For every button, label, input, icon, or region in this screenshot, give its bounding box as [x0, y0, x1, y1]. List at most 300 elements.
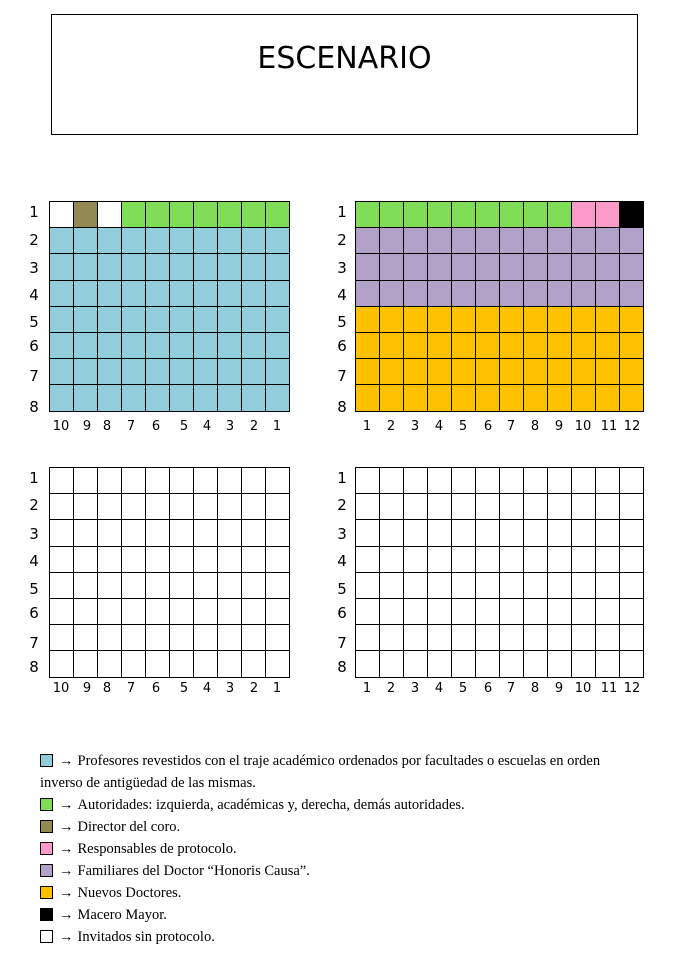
row-label: 8	[337, 658, 347, 676]
seat	[476, 202, 500, 228]
column-label: 11	[600, 681, 618, 696]
seat	[98, 651, 122, 677]
column-label: 1	[272, 681, 282, 696]
seat	[50, 599, 74, 625]
seat	[170, 625, 194, 651]
column-label: 9	[554, 419, 564, 434]
seat	[548, 385, 572, 411]
seat	[98, 307, 122, 333]
seat	[452, 228, 476, 254]
seat	[218, 359, 242, 385]
seat	[452, 202, 476, 228]
seat	[266, 520, 290, 546]
seat	[242, 228, 266, 254]
seat	[404, 333, 428, 359]
seat	[194, 520, 218, 546]
seat	[74, 599, 98, 625]
seat	[194, 468, 218, 494]
seat	[452, 254, 476, 280]
seat	[524, 228, 548, 254]
seat	[572, 625, 596, 651]
row-label: 4	[337, 286, 347, 304]
seat	[476, 228, 500, 254]
arrow-icon: →	[59, 929, 74, 945]
seat	[194, 307, 218, 333]
row-label: 5	[29, 580, 39, 598]
column-label: 10	[52, 419, 70, 434]
seat	[356, 281, 380, 307]
seat	[548, 494, 572, 520]
row-label: 7	[337, 634, 347, 652]
legend-text: Macero Mayor.	[77, 907, 167, 923]
seat	[50, 520, 74, 546]
seat	[524, 573, 548, 599]
seat	[596, 599, 620, 625]
column-label: 7	[126, 419, 136, 434]
seat	[404, 385, 428, 411]
seat	[356, 202, 380, 228]
seat	[122, 547, 146, 573]
seat	[404, 520, 428, 546]
seat	[146, 202, 170, 228]
seat	[74, 494, 98, 520]
seat	[572, 254, 596, 280]
seat	[218, 228, 242, 254]
row-label: 7	[337, 367, 347, 385]
seat	[194, 573, 218, 599]
seat	[596, 625, 620, 651]
seat	[242, 494, 266, 520]
seat	[380, 651, 404, 677]
seat	[428, 307, 452, 333]
seat	[620, 333, 644, 359]
seat	[404, 494, 428, 520]
seat	[596, 202, 620, 228]
seat	[476, 599, 500, 625]
arrow-icon: →	[59, 863, 74, 879]
seat	[572, 547, 596, 573]
seat	[50, 468, 74, 494]
seat	[170, 520, 194, 546]
seat	[356, 385, 380, 411]
seat	[170, 573, 194, 599]
seat	[524, 520, 548, 546]
seat	[98, 547, 122, 573]
seat	[266, 468, 290, 494]
seat	[194, 359, 218, 385]
seat	[218, 625, 242, 651]
column-label: 7	[126, 681, 136, 696]
seat	[620, 202, 644, 228]
seat	[548, 625, 572, 651]
seat	[356, 359, 380, 385]
seat	[218, 281, 242, 307]
seat-grid-bottom-right	[355, 467, 644, 678]
seat	[620, 599, 644, 625]
seat	[50, 307, 74, 333]
seat	[356, 333, 380, 359]
seat	[146, 547, 170, 573]
seat	[572, 599, 596, 625]
seat	[194, 547, 218, 573]
column-label: 2	[386, 681, 396, 696]
seat	[524, 281, 548, 307]
seat	[572, 359, 596, 385]
seat	[452, 281, 476, 307]
column-label: 2	[249, 419, 259, 434]
seat	[122, 625, 146, 651]
seat	[170, 202, 194, 228]
arrow-icon: →	[59, 885, 74, 901]
seat	[266, 228, 290, 254]
seat	[170, 599, 194, 625]
seat	[218, 307, 242, 333]
row-label: 3	[29, 259, 39, 277]
seat	[596, 359, 620, 385]
seat	[122, 307, 146, 333]
column-label: 5	[458, 681, 468, 696]
seat	[194, 625, 218, 651]
seat	[500, 281, 524, 307]
seat	[380, 307, 404, 333]
seat	[74, 254, 98, 280]
seat	[146, 385, 170, 411]
column-label: 5	[458, 419, 468, 434]
seat	[50, 573, 74, 599]
seat	[98, 625, 122, 651]
seat	[452, 333, 476, 359]
column-label: 6	[483, 419, 493, 434]
legend-item-profesores	[40, 750, 640, 794]
seat	[620, 494, 644, 520]
row-label: 5	[337, 313, 347, 331]
seat	[476, 359, 500, 385]
legend-item-macero	[40, 904, 640, 926]
seat	[146, 520, 170, 546]
seat	[74, 651, 98, 677]
seat	[50, 281, 74, 307]
seat	[524, 468, 548, 494]
legend-item-director-coro	[40, 816, 640, 838]
seat	[404, 228, 428, 254]
seat	[404, 573, 428, 599]
seat	[380, 385, 404, 411]
seat	[500, 202, 524, 228]
seat	[74, 573, 98, 599]
row-label: 8	[29, 658, 39, 676]
row-label: 8	[337, 398, 347, 416]
seat	[242, 281, 266, 307]
seat	[146, 359, 170, 385]
seat	[572, 281, 596, 307]
seat	[170, 468, 194, 494]
column-label: 2	[249, 681, 259, 696]
row-label: 7	[29, 634, 39, 652]
column-label: 10	[574, 419, 592, 434]
seat	[98, 385, 122, 411]
seat	[122, 281, 146, 307]
seat	[548, 228, 572, 254]
row-label: 3	[337, 259, 347, 277]
seat	[524, 625, 548, 651]
column-label: 10	[574, 681, 592, 696]
legend-swatch-blue	[40, 754, 53, 767]
seat	[500, 385, 524, 411]
column-label: 1	[362, 681, 372, 696]
column-label: 5	[179, 681, 189, 696]
legend-text: Profesores revestidos con el traje académico ordenados por facultades o escuelas en orden inverso de antigüedad de las mismas.	[40, 753, 601, 791]
seat	[218, 520, 242, 546]
column-label: 10	[52, 681, 70, 696]
seat	[500, 359, 524, 385]
seat	[428, 281, 452, 307]
column-label: 3	[410, 419, 420, 434]
seat	[266, 625, 290, 651]
seat	[548, 599, 572, 625]
seat	[218, 547, 242, 573]
seat	[524, 202, 548, 228]
seat	[194, 333, 218, 359]
seat	[572, 228, 596, 254]
legend-item-familiares	[40, 860, 640, 882]
row-label: 6	[337, 604, 347, 622]
seat	[428, 202, 452, 228]
seat	[476, 468, 500, 494]
legend-swatch-white	[40, 930, 53, 943]
column-label: 7	[506, 681, 516, 696]
seat	[194, 651, 218, 677]
seat	[194, 599, 218, 625]
seat	[428, 468, 452, 494]
seat	[242, 651, 266, 677]
row-label: 4	[29, 286, 39, 304]
seat	[242, 333, 266, 359]
seat	[266, 254, 290, 280]
seat	[242, 547, 266, 573]
row-label: 2	[337, 231, 347, 249]
seat	[548, 468, 572, 494]
seat	[98, 202, 122, 228]
seat-grid-top-left	[49, 201, 290, 412]
seat	[170, 651, 194, 677]
seat	[548, 254, 572, 280]
seat	[428, 573, 452, 599]
column-label: 4	[202, 419, 212, 434]
seat	[122, 254, 146, 280]
seat	[428, 228, 452, 254]
seat	[476, 625, 500, 651]
seat	[146, 625, 170, 651]
seat	[476, 307, 500, 333]
seat	[146, 651, 170, 677]
seat	[524, 651, 548, 677]
seat	[428, 651, 452, 677]
column-label: 4	[434, 419, 444, 434]
seat	[428, 625, 452, 651]
column-label: 11	[600, 419, 618, 434]
seat	[596, 468, 620, 494]
seat	[548, 359, 572, 385]
row-label: 4	[29, 552, 39, 570]
seat	[74, 625, 98, 651]
seat	[404, 281, 428, 307]
seat	[266, 307, 290, 333]
seat	[356, 468, 380, 494]
seat	[356, 520, 380, 546]
seat	[122, 520, 146, 546]
legend-text: Invitados sin protocolo.	[77, 929, 215, 945]
column-label: 1	[272, 419, 282, 434]
seat	[122, 468, 146, 494]
seat	[452, 573, 476, 599]
seat	[452, 468, 476, 494]
row-label: 7	[29, 367, 39, 385]
seat	[404, 254, 428, 280]
legend-swatch-green	[40, 798, 53, 811]
seat	[572, 333, 596, 359]
seat	[50, 625, 74, 651]
seat	[242, 468, 266, 494]
seat	[428, 494, 452, 520]
seat	[218, 333, 242, 359]
row-label: 5	[337, 580, 347, 598]
legend-text: Familiares del Doctor “Honoris Causa”.	[77, 863, 310, 879]
seat	[428, 359, 452, 385]
seat	[452, 547, 476, 573]
seat	[596, 333, 620, 359]
seat	[194, 228, 218, 254]
seat	[146, 307, 170, 333]
seat	[146, 599, 170, 625]
seat	[50, 359, 74, 385]
seat	[620, 625, 644, 651]
seat	[98, 333, 122, 359]
seat	[404, 468, 428, 494]
legend-item-nuevos-doctores	[40, 882, 640, 904]
seat	[524, 359, 548, 385]
seat	[596, 281, 620, 307]
seat	[266, 599, 290, 625]
seat	[380, 281, 404, 307]
seat	[74, 333, 98, 359]
seat	[500, 494, 524, 520]
seat	[74, 307, 98, 333]
seat	[572, 651, 596, 677]
seat	[500, 625, 524, 651]
seat	[620, 228, 644, 254]
column-label: 6	[483, 681, 493, 696]
seat	[596, 307, 620, 333]
seat	[404, 651, 428, 677]
seat	[404, 202, 428, 228]
row-label: 3	[337, 525, 347, 543]
seat	[548, 520, 572, 546]
seat	[242, 520, 266, 546]
seat	[524, 599, 548, 625]
seat	[98, 573, 122, 599]
seat	[170, 547, 194, 573]
legend-text: Autoridades: izquierda, académicas y, derecha, demás autoridades.	[77, 797, 465, 813]
seat	[428, 599, 452, 625]
legend-item-protocolo	[40, 838, 640, 860]
row-label: 1	[337, 469, 347, 487]
row-label: 1	[337, 203, 347, 221]
seat	[524, 333, 548, 359]
seat	[524, 494, 548, 520]
seat	[194, 202, 218, 228]
seat	[380, 599, 404, 625]
seat	[170, 281, 194, 307]
seat	[476, 520, 500, 546]
column-label: 12	[623, 681, 641, 696]
legend	[40, 750, 640, 948]
seat	[50, 333, 74, 359]
row-label: 6	[337, 337, 347, 355]
seat	[170, 254, 194, 280]
legend-text: Director del coro.	[77, 819, 181, 835]
seat	[170, 228, 194, 254]
seat	[98, 520, 122, 546]
seat	[452, 520, 476, 546]
seat	[428, 547, 452, 573]
seat	[476, 651, 500, 677]
seat	[98, 494, 122, 520]
seat	[572, 468, 596, 494]
seat	[380, 468, 404, 494]
column-label: 12	[623, 419, 641, 434]
arrow-icon: →	[59, 797, 74, 813]
seat	[242, 385, 266, 411]
seat	[356, 547, 380, 573]
seat	[356, 651, 380, 677]
seat	[572, 520, 596, 546]
seat	[500, 520, 524, 546]
seat	[194, 281, 218, 307]
seat	[620, 547, 644, 573]
column-label: 7	[506, 419, 516, 434]
seat	[500, 307, 524, 333]
seat	[50, 254, 74, 280]
seat	[146, 333, 170, 359]
column-label: 8	[102, 419, 112, 434]
seat	[404, 359, 428, 385]
seat	[242, 625, 266, 651]
row-label: 2	[29, 231, 39, 249]
seat	[242, 307, 266, 333]
seat	[620, 307, 644, 333]
seat	[596, 385, 620, 411]
seat-grid-top-right	[355, 201, 644, 412]
row-label: 2	[29, 496, 39, 514]
seat	[242, 599, 266, 625]
seat	[380, 625, 404, 651]
seat	[500, 228, 524, 254]
seat	[620, 359, 644, 385]
column-label: 6	[151, 681, 161, 696]
seat	[356, 573, 380, 599]
seat	[74, 359, 98, 385]
seat	[50, 228, 74, 254]
seat	[356, 625, 380, 651]
seat	[380, 547, 404, 573]
stage-title: ESCENARIO	[257, 41, 432, 76]
seat	[98, 281, 122, 307]
row-label: 6	[29, 604, 39, 622]
legend-item-invitados	[40, 926, 640, 948]
column-label: 6	[151, 419, 161, 434]
seat	[122, 494, 146, 520]
legend-swatch-pink	[40, 842, 53, 855]
